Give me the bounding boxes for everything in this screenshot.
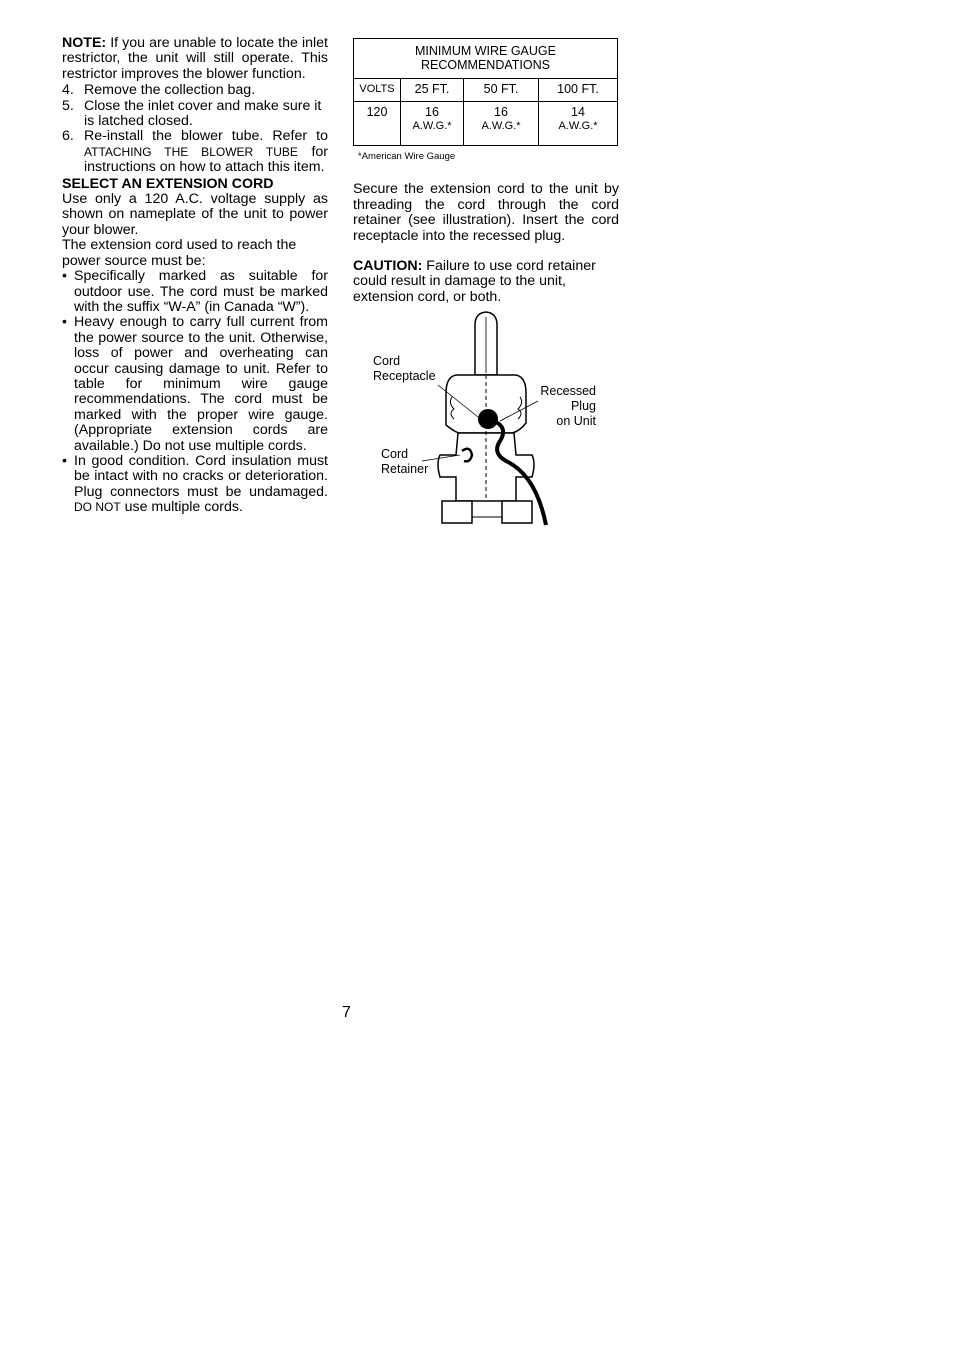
note-label: NOTE: — [62, 35, 107, 51]
table-title — [354, 39, 618, 79]
table-footnote: *American Wire Gauge — [358, 151, 456, 162]
label-line: Plug — [570, 399, 596, 413]
page-number: 7 — [342, 1004, 351, 1021]
bullet-text: Heavy enough to carry full current from the power source to the unit. Otherwise, loss of power and overheating can occur causing damage to unit. Refer to table for minimum wire gauge recommendations. The cord must be marked with the proper wire gauge. (Appropriate extension cords are available.) Do not use multiple cords. — [74, 314, 328, 454]
header-50ft: 50 FT. — [464, 79, 539, 102]
bullet-text: Specifically marked as suitable for outdoor use. The cord must be marked with the suffix “W-A” (in Canada “W”). — [74, 268, 328, 315]
step-number: 6. — [62, 128, 74, 145]
table-title-line2: RECOMMENDATIONS — [421, 58, 550, 72]
bullet-item — [62, 315, 328, 454]
label-line: on Unit — [556, 414, 596, 428]
step-reference: ATTACHING THE BLOWER TUBE — [84, 144, 298, 159]
step-number: 4. — [62, 82, 74, 99]
label-line: Retainer — [381, 462, 429, 476]
bullet-dot-icon: • — [62, 314, 67, 331]
steps-list — [62, 83, 328, 175]
bullet-item — [62, 454, 328, 516]
bullet-tail: use multiple cords. — [120, 499, 243, 516]
label-cord-retainer — [381, 447, 428, 477]
gauge-unit: A.W.G.* — [481, 120, 521, 132]
cell-25ft — [401, 102, 464, 146]
right-column — [353, 38, 619, 305]
secure-cord-paragraph: Secure the extension cord to the unit by threading the cord through the cord retainer (see illustration). Insert the cord receptacle into the recessed plug. — [353, 181, 619, 244]
table-row — [354, 102, 618, 146]
caution-text: Failure to use cord retainer could result in damage to the unit, extension cord, or both. — [353, 258, 596, 305]
section-heading: SELECT AN EXTENSION CORD — [62, 175, 274, 192]
cell-volts: 120 — [354, 102, 401, 146]
bullet-dot-icon: • — [62, 452, 67, 469]
step-text-after: for instructions on how to attach this item. — [84, 143, 328, 176]
gauge-value: 16 — [425, 105, 439, 119]
step-text: Re-install the blower tube. Refer to — [84, 128, 328, 145]
label-line: Receptacle — [373, 369, 436, 383]
bullet-dot-icon: • — [62, 268, 67, 285]
label-cord-receptacle — [373, 354, 436, 384]
step-item — [62, 99, 328, 130]
requirements-list — [62, 269, 328, 516]
header-25ft: 25 FT. — [401, 79, 464, 102]
label-recessed-plug — [536, 384, 596, 429]
bullet-text: In good condition. Cord insulation must be intact with no cracks or deterioration. Plug connectors must be undamaged. — [74, 452, 328, 500]
note-paragraph — [62, 36, 328, 82]
step-number: 5. — [62, 97, 74, 114]
wire-gauge-table — [353, 38, 618, 146]
do-not-caps: DO NOT — [74, 500, 121, 515]
cell-100ft — [539, 102, 618, 146]
step-item — [62, 129, 328, 175]
header-100ft: 100 FT. — [539, 79, 618, 102]
gauge-value: 16 — [494, 105, 508, 119]
table-header-row — [354, 79, 618, 102]
caution-paragraph — [353, 259, 619, 305]
step-text: Remove the collection bag. — [84, 82, 256, 99]
gauge-value: 14 — [571, 105, 585, 119]
voltage-paragraph: Use only a 120 A.C. voltage supply as shown on nameplate of the unit to power your blower. — [62, 191, 328, 238]
bullet-item — [62, 269, 328, 315]
label-line: Cord — [381, 447, 409, 461]
caution-label: CAUTION: — [353, 258, 423, 275]
gauge-unit: A.W.G.* — [558, 120, 598, 132]
cell-50ft — [464, 102, 539, 146]
label-line: Recessed — [540, 384, 596, 398]
label-line: Cord — [373, 354, 401, 368]
step-text: Close the inlet cover and make sure it is latched closed. — [84, 97, 322, 130]
header-volts: VOLTS — [354, 79, 401, 102]
step-item — [62, 83, 328, 98]
note-text: If you are unable to locate the inlet restrictor, the unit will still operate. This restrictor improves the blower function. — [62, 35, 328, 82]
requirements-intro: The extension cord used to reach the power source must be: — [62, 237, 297, 269]
left-column — [62, 36, 328, 516]
gauge-unit: A.W.G.* — [412, 120, 452, 132]
table-title-line1: MINIMUM WIRE GAUGE — [415, 44, 556, 58]
blower-illustration — [360, 305, 620, 530]
